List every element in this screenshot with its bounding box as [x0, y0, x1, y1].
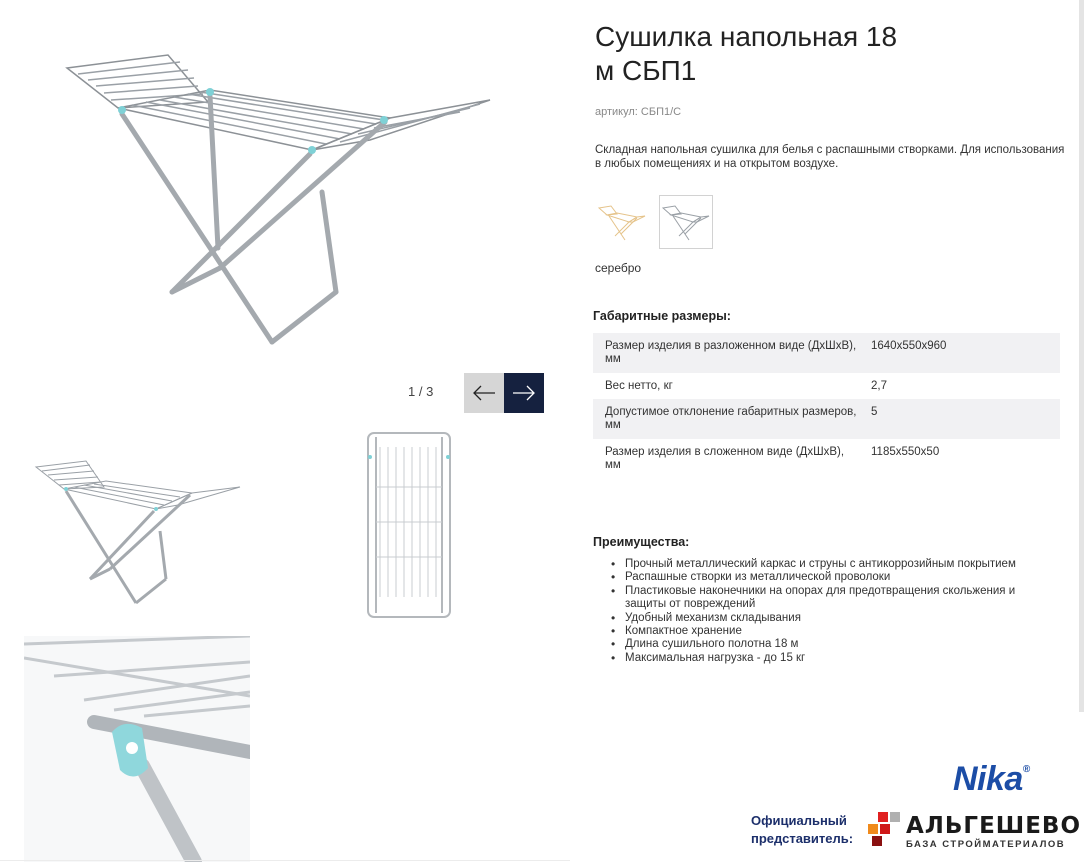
page-scrollbar[interactable]: [1079, 0, 1084, 712]
spec-value: 5: [871, 406, 878, 418]
product-description: Складная напольная сушилка для белья с распашными створками. Для использования в любых помещениях и на открытом воздухе.: [595, 144, 1065, 170]
gallery-thumbnail-3[interactable]: [24, 636, 250, 862]
gallery-thumbnail-1[interactable]: [28, 455, 248, 610]
list-item: • Прочный металлический каркас и струны с антикоррозийным покрытием: [611, 558, 1051, 571]
official-representative-label: [751, 812, 861, 848]
spec-value: 1185х550х50: [871, 446, 940, 458]
list-item: • Длина сушильного полотна 18 м: [611, 638, 1051, 651]
rep-line-2: представитель:: [751, 831, 854, 846]
nika-logo: [953, 760, 1030, 799]
product-title-line-1: Сушилка напольная 18: [595, 21, 898, 52]
product-sku: артикул: СБП1/С: [595, 106, 682, 118]
divider: [0, 860, 570, 861]
spec-name: Допустимое отклонение габаритных размеров, мм: [605, 406, 857, 431]
advantages-list: [611, 558, 1051, 665]
color-swatch-gold[interactable]: [595, 195, 649, 249]
nika-logo-text: Nika: [953, 760, 1023, 798]
list-item: • Удобный механизм складывания: [611, 612, 1051, 625]
main-product-image[interactable]: [40, 30, 520, 360]
dealer-subtitle: БАЗА СТРОЙМАТЕРИАЛОВ: [906, 839, 1066, 850]
advantages-heading: Преимущества:: [593, 535, 690, 549]
product-title-line-2: м СБП1: [595, 55, 697, 86]
dealer-name: АЛЬГЕШЕВО: [906, 813, 1082, 839]
dimensions-table: [593, 333, 1060, 479]
table-row: [593, 399, 1060, 439]
table-row: [593, 373, 1060, 399]
spec-value: 1640х550х960: [871, 340, 947, 352]
gallery-pager: 1 / 3: [408, 384, 434, 399]
arrow-right-icon: [512, 385, 536, 401]
rep-line-1: Официальный: [751, 813, 847, 828]
arrow-left-icon: [472, 385, 496, 401]
registered-mark: ®: [1022, 764, 1030, 775]
list-item: • Пластиковые наконечники на опорах для предотвращения скольжения и защиты от повреждений: [611, 585, 1051, 612]
table-row: [593, 333, 1060, 373]
table-row: [593, 439, 1060, 479]
next-image-button[interactable]: [504, 373, 544, 413]
spec-value: 2,7: [871, 380, 887, 392]
spec-name: Размер изделия в сложенном виде (ДхШхВ), мм: [605, 446, 845, 471]
color-swatch-silver[interactable]: [659, 195, 713, 249]
selected-color-label: серебро: [595, 261, 642, 275]
spec-name: Вес нетто, кг: [605, 380, 673, 392]
dimensions-heading: Габаритные размеры:: [593, 309, 731, 323]
gallery-thumbnail-2[interactable]: [360, 427, 460, 622]
list-item: • Распашные створки из металлической проволоки: [611, 571, 1051, 584]
spec-name: Размер изделия в разложенном виде (ДхШхВ), мм: [605, 340, 857, 365]
product-title: [595, 20, 995, 88]
list-item: • Максимальная нагрузка - до 15 кг: [611, 652, 1051, 665]
prev-image-button[interactable]: [464, 373, 504, 413]
list-item: • Компактное хранение: [611, 625, 1051, 638]
dealer-logo-icon: [868, 812, 902, 846]
